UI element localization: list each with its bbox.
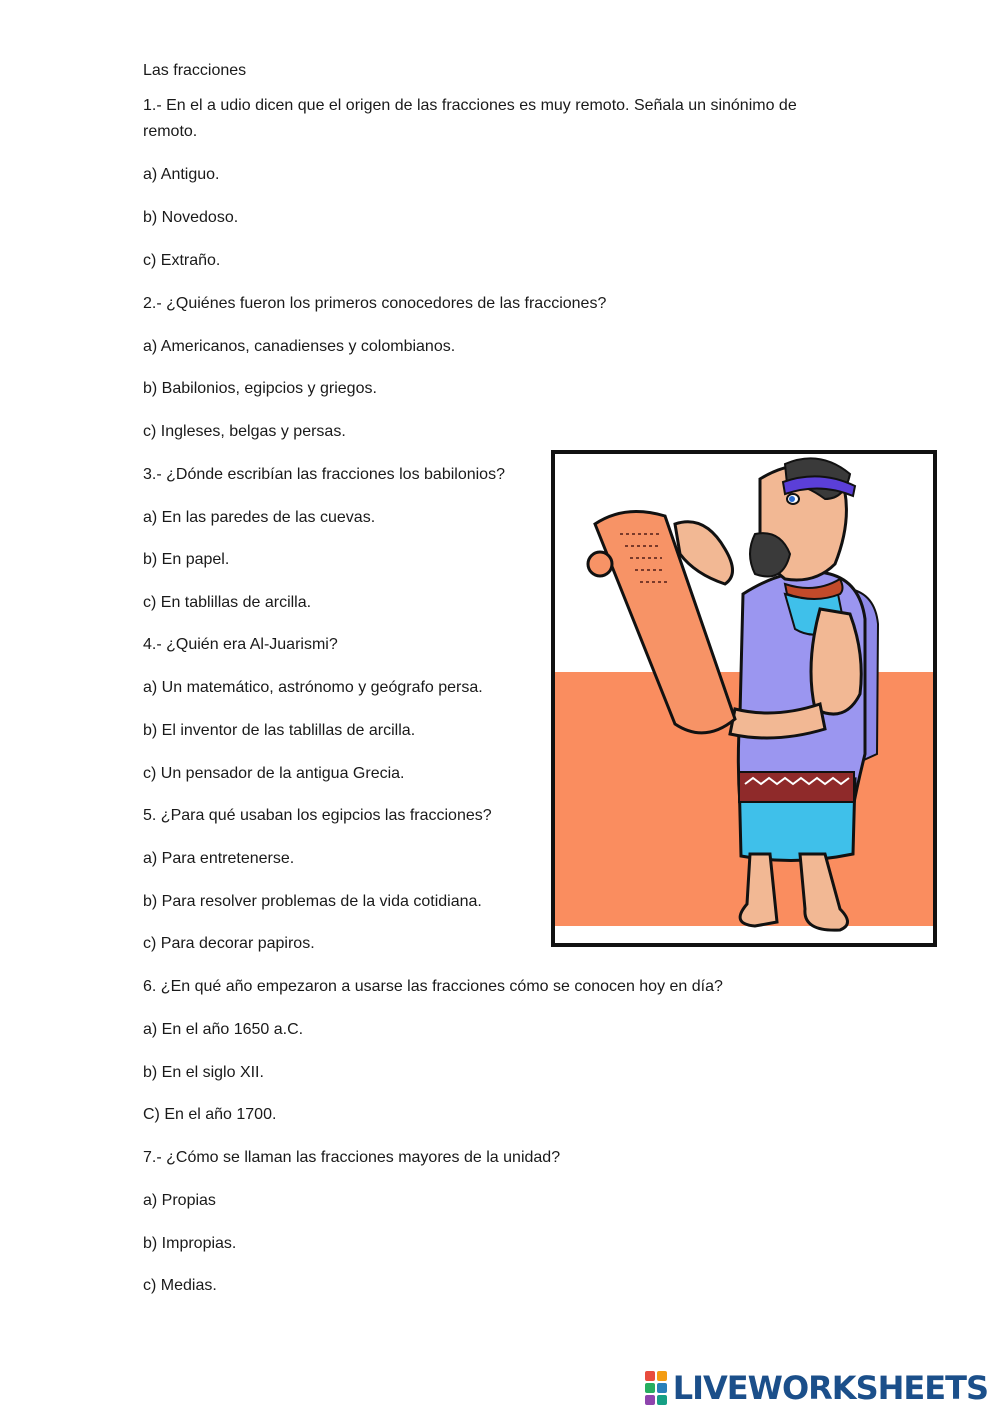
page-title: Las fracciones (143, 62, 247, 79)
q4-option-c: c) Un pensador de la antigua Grecia. (143, 765, 405, 782)
q6-option-b: b) En el siglo XII. (143, 1064, 264, 1081)
q2-option-b: b) Babilonios, egipcios y griegos. (143, 380, 377, 397)
question-7: 7.- ¿Cómo se llaman las fracciones mayores de la unidad? (143, 1149, 561, 1166)
q2-option-c: c) Ingleses, belgas y persas. (143, 423, 346, 440)
q7-option-a: a) Propias (143, 1192, 216, 1209)
q5-option-c: c) Para decorar papiros. (143, 935, 315, 952)
q2-option-a: a) Americanos, canadienses y colombianos. (143, 338, 456, 355)
q5-option-a: a) Para entretenerse. (143, 850, 295, 867)
greek-scholar-with-scroll-icon (555, 454, 933, 943)
q5-option-b: b) Para resolver problemas de la vida cotidiana. (143, 893, 482, 910)
q6-option-a: a) En el año 1650 a.C. (143, 1021, 304, 1038)
question-3: 3.- ¿Dónde escribían las fracciones los babilonios? (143, 466, 505, 483)
q1-option-b: b) Novedoso. (143, 209, 239, 226)
q4-option-a: a) Un matemático, astrónomo y geógrafo persa. (143, 679, 483, 696)
question-4: 4.- ¿Quién era Al-Juarismi? (143, 636, 338, 653)
question-2: 2.- ¿Quiénes fueron los primeros conocedores de las fracciones? (143, 295, 607, 312)
question-1: 1.- En el a udio dicen que el origen de las fracciones es muy remoto. Señala un sinónimo de remoto. (143, 97, 797, 140)
q1-option-a: a) Antiguo. (143, 166, 220, 183)
q6-option-c: C) En el año 1700. (143, 1106, 277, 1123)
liveworksheets-logo[interactable] (645, 1370, 988, 1406)
brand-name: LIVEWORKSHEETS (672, 1369, 988, 1407)
q1-option-c: c) Extraño. (143, 252, 221, 269)
liveworksheets-logo-icon (645, 1371, 667, 1405)
q4-option-b: b) El inventor de las tablillas de arcilla. (143, 722, 416, 739)
q7-option-c: c) Medias. (143, 1277, 217, 1294)
q3-option-c: c) En tablillas de arcilla. (143, 594, 312, 611)
q3-option-a: a) En las paredes de las cuevas. (143, 509, 376, 526)
greek-scholar-illustration (551, 450, 937, 947)
q3-option-b: b) En papel. (143, 551, 230, 568)
q7-option-b: b) Impropias. (143, 1235, 237, 1252)
question-5: 5. ¿Para qué usaban los egipcios las fracciones? (143, 807, 492, 824)
question-6: 6. ¿En qué año empezaron a usarse las fracciones cómo se conocen hoy en día? (143, 978, 723, 995)
